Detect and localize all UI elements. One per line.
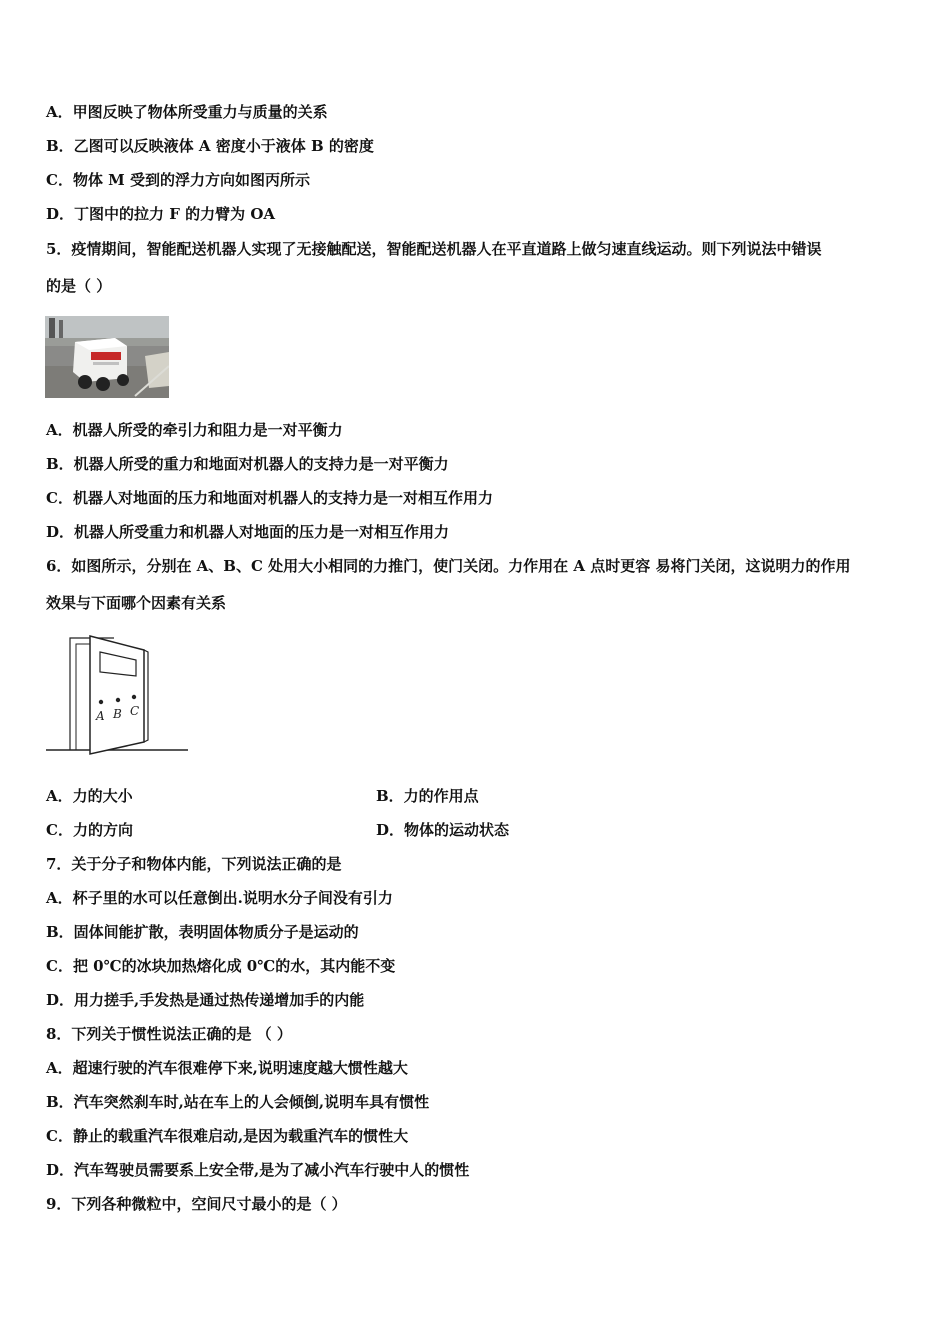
q4-option-a: A．甲图反映了物体所受重力与质量的关系 (46, 103, 328, 121)
q5-option-a: A．机器人所受的牵引力和阻力是一对平衡力 (46, 421, 343, 439)
point-c-label: C (130, 704, 140, 718)
point-a-label: A (96, 709, 105, 723)
q5-option-b: B．机器人所受的重力和地面对机器人的支持力是一对平衡力 (46, 455, 449, 473)
q6-option-d: D．物体的运动状态 (376, 821, 510, 839)
q7-option-d: D．用力搓手,手发热是通过热传递增加手的内能 (46, 991, 365, 1009)
q9-stem: 9．下列各种微粒中，空间尺寸最小的是（ ） (46, 1195, 347, 1213)
q4-option-b: B．乙图可以反映液体 A 密度小于液体 B 的密度 (46, 137, 374, 155)
q5-stem-line2: 的是（ ） (46, 277, 112, 295)
q6-option-a: A．力的大小 (46, 787, 133, 805)
door-diagram (44, 630, 190, 755)
point-b-label: B (113, 707, 122, 721)
q8-option-b: B．汽车突然刹车时,站在车上的人会倾倒,说明车具有惯性 (46, 1093, 430, 1111)
q4-option-d: D．丁图中的拉力 F 的力臂为 OA (46, 205, 276, 223)
q5-option-c: C．机器人对地面的压力和地面对机器人的支持力是一对相互作用力 (46, 489, 493, 507)
q8-option-c: C．静止的载重汽车很难启动,是因为载重汽车的惯性大 (46, 1127, 409, 1145)
q7-option-c: C．把 0℃的冰块加热熔化成 0℃的水，其内能不变 (46, 957, 396, 975)
q8-option-a: A．超速行驶的汽车很难停下来,说明速度越大惯性越大 (46, 1059, 408, 1077)
q7-option-a: A．杯子里的水可以任意倒出.说明水分子间没有引力 (46, 889, 393, 907)
q6-stem-line2: 效果与下面哪个因素有关系 (46, 594, 227, 612)
q6-stem-line1: 6．如图所示，分别在 A、B、C 处用大小相同的力推门，使门关闭。力作用在 A 点时更容 易将门关闭，这说明力的作用 (46, 557, 851, 575)
delivery-robot-photo (45, 316, 169, 398)
q6-option-b: B．力的作用点 (376, 787, 479, 805)
q6-option-c: C．力的方向 (46, 821, 133, 839)
q5-stem-line1: 5．疫情期间，智能配送机器人实现了无接触配送，智能配送机器人在平直道路上做匀速直线运动。则下列说法中错误 (46, 240, 822, 258)
q4-option-c: C．物体 M 受到的浮力方向如图丙所示 (46, 171, 310, 189)
q7-stem: 7．关于分子和物体内能，下列说法正确的是 (46, 855, 342, 873)
q7-option-b: B．固体间能扩散，表明固体物质分子是运动的 (46, 923, 359, 941)
q8-option-d: D．汽车驾驶员需要系上安全带,是为了减小汽车行驶中人的惯性 (46, 1161, 470, 1179)
q8-stem: 8．下列关于惯性说法正确的是 （ ） (46, 1025, 292, 1043)
q5-option-d: D．机器人所受重力和机器人对地面的压力是一对相互作用力 (46, 523, 450, 541)
